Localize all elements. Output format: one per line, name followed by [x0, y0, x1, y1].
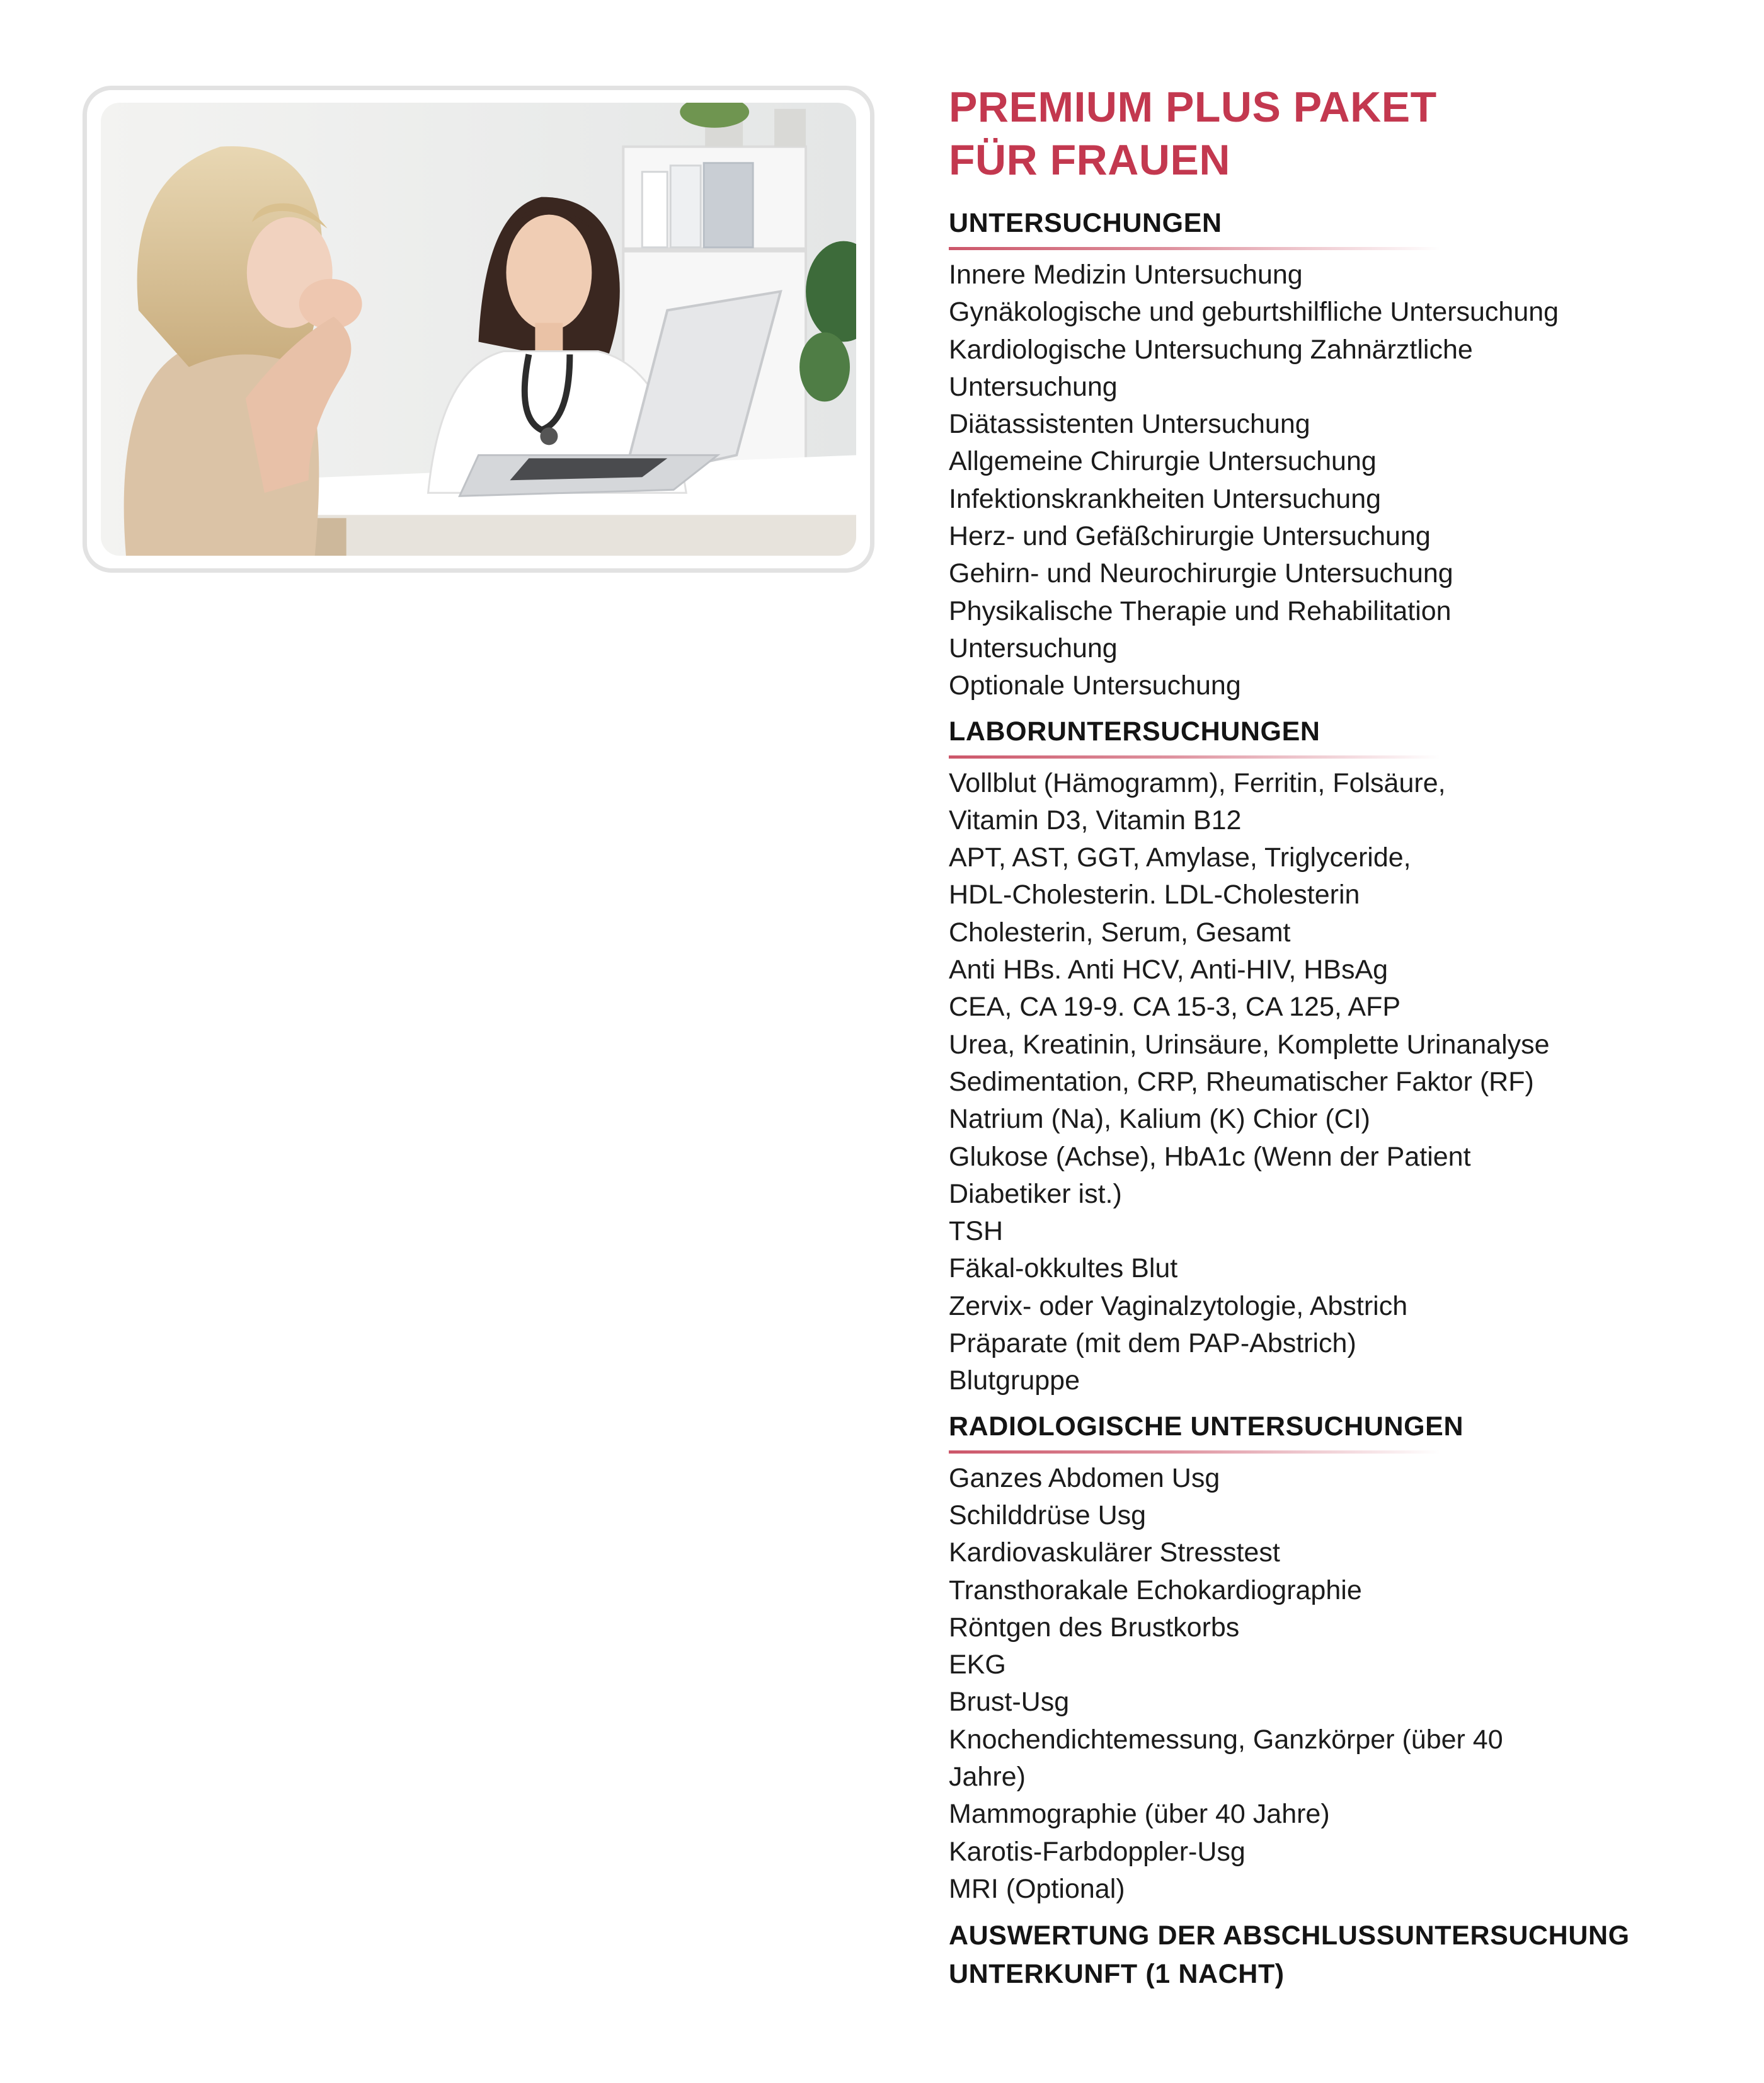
doctor-consultation-illustration: [101, 103, 856, 556]
list-item: Infektionskrankheiten Untersuchung: [949, 483, 1382, 514]
package-details: [949, 81, 1730, 1994]
list-item: Optionale Untersuchung: [949, 670, 1241, 701]
list-item: Vollblut (Hämogramm), Ferritin, Folsäure,: [949, 767, 1446, 798]
package-title: [949, 81, 1730, 186]
list-item: APT, AST, GGT, Amylase, Triglyceride,: [949, 842, 1411, 873]
list-item: Röntgen des Brustkorbs: [949, 1612, 1240, 1643]
list-item: Gynäkologische und geburtshilfliche Untersuchung: [949, 297, 1559, 328]
list-item: Cholesterin, Serum, Gesamt: [949, 917, 1291, 948]
list-item: EKG: [949, 1650, 1006, 1680]
list-item: Herz- und Gefäßchirurgie Untersuchung: [949, 521, 1431, 552]
package-footer: [949, 1917, 1730, 1994]
photo-card: [83, 86, 874, 573]
list-item: Untersuchung: [949, 633, 1118, 663]
final-evaluation-line: AUSWERTUNG DER ABSCHLUSSUNTERSUCHUNG: [949, 1920, 1630, 1951]
list-item: Diätassistenten Untersuchung: [949, 409, 1310, 440]
list-item: CEA, CA 19-9. CA 15-3, CA 125, AFP: [949, 992, 1401, 1023]
list-item: HDL-Cholesterin. LDL-Cholesterin: [949, 880, 1360, 910]
list-item: Sedimentation, CRP, Rheumatischer Faktor (RF): [949, 1066, 1534, 1097]
list-item: Brust-Usg: [949, 1687, 1070, 1718]
section-divider: [949, 247, 1440, 250]
list-item: Karotis-Farbdoppler-Usg: [949, 1836, 1246, 1867]
list-item: Diabetiker ist.): [949, 1178, 1122, 1209]
package-title-line: PREMIUM PLUS PAKET: [949, 83, 1437, 131]
list-radiologische-untersuchungen: [949, 1460, 1730, 1908]
list-item: Anti HBs. Anti HCV, Anti-HIV, HBsAg: [949, 955, 1389, 985]
doctor-consultation-photo: [101, 103, 856, 556]
list-item: TSH: [949, 1216, 1003, 1247]
list-item: Kardiologische Untersuchung Zahnärztliche: [949, 334, 1473, 365]
list-untersuchungen: [949, 256, 1730, 705]
list-item: Transthorakale Echokardiographie: [949, 1575, 1362, 1605]
list-item: Urea, Kreatinin, Urinsäure, Komplette Urinanalyse: [949, 1029, 1550, 1060]
list-item: Jahre): [949, 1761, 1026, 1792]
list-item: Natrium (Na), Kalium (K) Chior (CI): [949, 1104, 1370, 1135]
list-laboruntersuchungen: [949, 765, 1730, 1400]
package-title-line: FÜR FRAUEN: [949, 136, 1230, 184]
section-title-untersuchungen: UNTERSUCHUNGEN: [949, 208, 1222, 238]
section-divider: [949, 755, 1440, 759]
list-item: Schilddrüse Usg: [949, 1500, 1147, 1530]
list-item: Glukose (Achse), HbA1c (Wenn der Patient: [949, 1141, 1471, 1172]
list-item: Knochendichtemessung, Ganzkörper (über 40: [949, 1724, 1503, 1755]
list-item: MRI (Optional): [949, 1873, 1125, 1904]
list-item: Physikalische Therapie und Rehabilitation: [949, 595, 1452, 626]
list-item: Gehirn- und Neurochirurgie Untersuchung: [949, 558, 1453, 589]
list-item: Allgemeine Chirurgie Untersuchung: [949, 446, 1377, 477]
list-item: Präparate (mit dem PAP-Abstrich): [949, 1328, 1356, 1359]
section-title-radiologische-untersuchungen: RADIOLOGISCHE UNTERSUCHUNGEN: [949, 1411, 1464, 1442]
list-item: Blutgruppe: [949, 1365, 1080, 1396]
accommodation-line: UNTERKUNFT (1 NACHT): [949, 1959, 1285, 1990]
list-item: Ganzes Abdomen Usg: [949, 1462, 1220, 1493]
list-item: Untersuchung: [949, 371, 1118, 402]
list-item: Zervix- oder Vaginalzytologie, Abstrich: [949, 1290, 1408, 1321]
list-item: Fäkal-okkultes Blut: [949, 1253, 1178, 1284]
section-title-laboruntersuchungen: LABORUNTERSUCHUNGEN: [949, 716, 1320, 747]
list-item: Kardiovaskulärer Stresstest: [949, 1537, 1280, 1568]
list-item: Vitamin D3, Vitamin B12: [949, 805, 1242, 835]
section-divider: [949, 1450, 1440, 1454]
list-item: Mammographie (über 40 Jahre): [949, 1799, 1330, 1830]
list-item: Innere Medizin Untersuchung: [949, 260, 1303, 290]
